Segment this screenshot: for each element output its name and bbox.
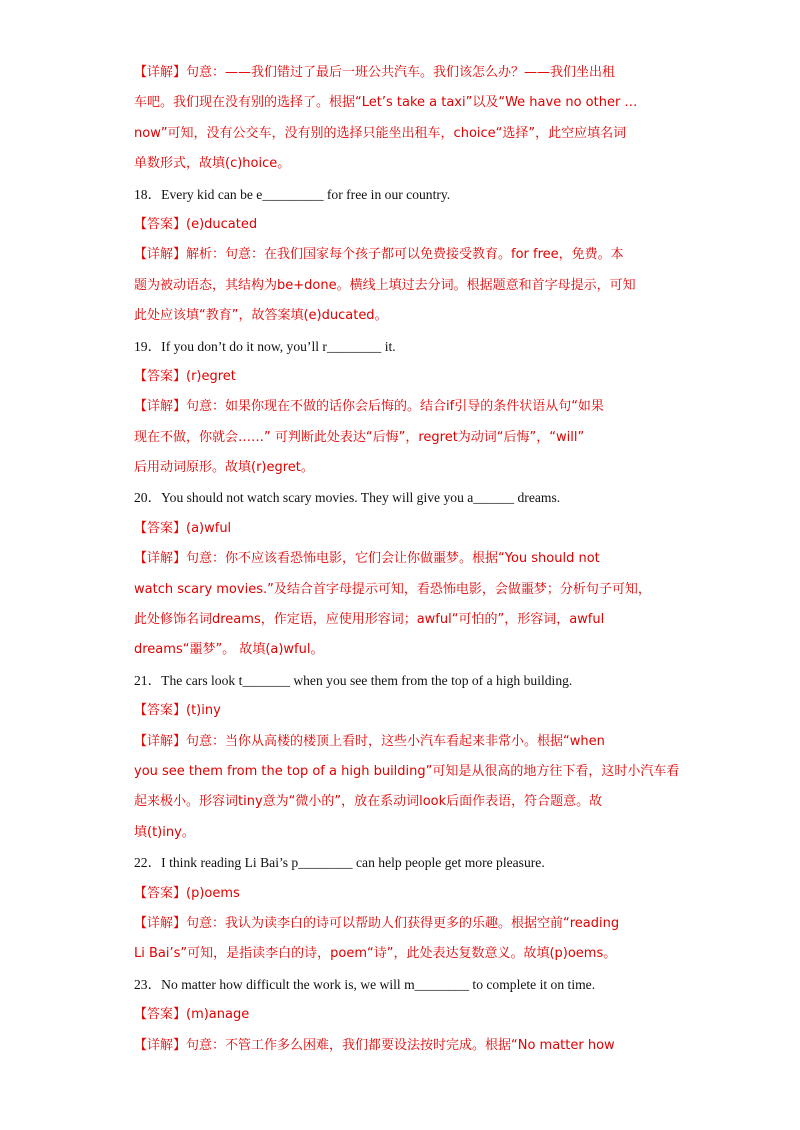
explanation-line: watch scary movies.”及结合首字母提示可知，看恐怖电影，会做噩梦；分析句子可知， (134, 581, 651, 597)
explanation-line: 【详解】句意：不管工作多么困难，我们都要设法按时完成。根据“No matter how (134, 1037, 615, 1053)
explanation-line: 车吧。我们现在没有别的选择了。根据“Let’s take a taxi”以及“We have no other … (134, 95, 638, 111)
explanation-line: 后用动词原形。故填(r)egret。 (134, 460, 314, 476)
explanation-line: 【详解】句意：——我们错过了最后一班公共汽车。我们该怎么办？——我们坐出租 (134, 65, 616, 80)
answer-line: 【答案】(p)oems (134, 885, 240, 901)
question-line: 22．I think reading Li Bai’s p________ can help people get more pleasure. (134, 855, 545, 871)
answer-line: 【答案】(e)ducated (134, 216, 258, 232)
explanation-line: 单数形式，故填(c)hoice。 (134, 156, 291, 172)
question-line: 19．If you don’t do it now, you’ll r________ it. (134, 338, 396, 354)
explanation-line: now”可知，没有公交车，没有别的选择只能坐出租车，choice“选择”，此空应填名词 (134, 125, 627, 141)
question-line: 21．The cars look t_______ when you see them from the top of a high building. (134, 672, 573, 688)
explanation-line: 【详解】解析：句意：在我们国家每个孩子都可以免费接受教育。for free，免费。本 (134, 247, 624, 263)
explanation-line: 现在不做，你就会……” 可判断此处表达“后悔”，regret为动词“后悔”，“will” (134, 429, 585, 445)
explanation-line: 【详解】句意：如果你现在不做的话你会后悔的。结合if引导的条件状语从句“如果 (134, 399, 604, 415)
explanation-line: 【详解】句意：我认为读李白的诗可以帮助人们获得更多的乐趣。根据空前“reading (134, 915, 620, 931)
explanation-line: 此处修饰名词dreams，作定语，应使用形容词；awful“可怕的”，形容词，awful (134, 612, 605, 628)
explanation-line: you see them from the top of a high building”可知是从很高的地方往下看，这时小汽车看 (134, 763, 680, 779)
answer-line: 【答案】(a)wful (134, 520, 232, 536)
document-page (134, 58, 680, 1061)
answer-line: 【答案】(r)egret (134, 368, 236, 384)
explanation-line: 填(t)iny。 (134, 824, 195, 840)
answer-line: 【答案】(m)anage (134, 1007, 250, 1023)
explanation-line: dreams“噩梦”。 故填(a)wful。 (134, 642, 324, 658)
explanation-line: 【详解】句意：当你从高楼的楼顶上看时，这些小汽车看起来非常小。根据“when (134, 733, 605, 749)
question-line: 18．Every kid can be e_________ for free in our country. (134, 186, 451, 202)
question-line: 23．No matter how difficult the work is, we will m________ to complete it on time. (134, 976, 596, 992)
explanation-line: 【详解】句意：你不应该看恐怖电影，它们会让你做噩梦。根据“You should not (134, 551, 600, 567)
explanation-line: Li Bai’s”可知，是指读李白的诗，poem“诗”，此处表达复数意义。故填(p)oems。 (134, 946, 617, 962)
question-line: 20．You should not watch scary movies. They will give you a______ dreams. (134, 490, 561, 506)
explanation-line: 起来极小。形容词tiny意为“微小的”，放在系动词look后面作表语，符合题意。故 (134, 794, 603, 810)
answer-line: 【答案】(t)iny (134, 703, 221, 719)
explanation-line: 此处应该填“教育”，故答案填(e)ducated。 (134, 308, 388, 324)
explanation-line: 题为被动语态，其结构为be+done。横线上填过去分词。根据题意和首字母提示，可知 (134, 277, 636, 293)
